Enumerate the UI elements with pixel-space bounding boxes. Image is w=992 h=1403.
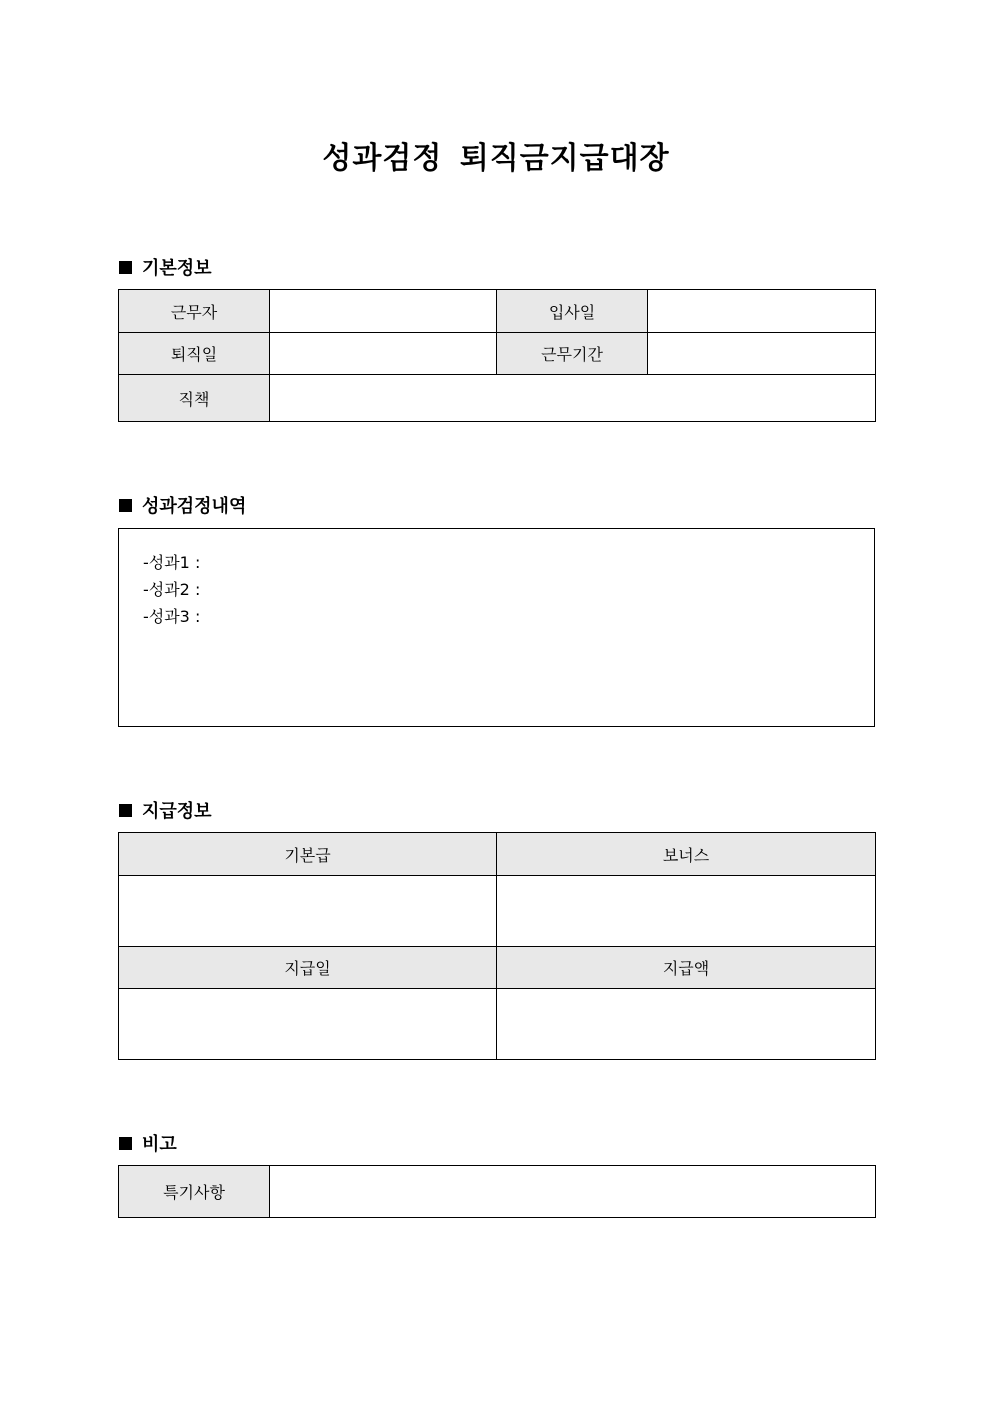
performance-box[interactable] <box>118 528 875 727</box>
special-notes-field[interactable] <box>270 1166 876 1218</box>
basic-info-heading: 기본정보 <box>142 258 212 279</box>
page-title: 성과검정 퇴직금지급대장 <box>322 141 670 176</box>
pay-amount-field[interactable] <box>497 989 876 1060</box>
position-label: 직책 <box>119 375 270 422</box>
section-heading-basic-info <box>119 254 212 280</box>
bonus-field[interactable] <box>497 876 876 947</box>
performance-line-3: -성과3 : <box>143 607 201 626</box>
retire-date-label: 퇴직일 <box>119 333 270 375</box>
square-bullet-icon <box>119 804 132 817</box>
bonus-header: 보너스 <box>497 833 876 876</box>
basic-info-table <box>118 289 876 422</box>
performance-line-2: -성과2 : <box>143 580 201 599</box>
special-notes-label: 특기사항 <box>119 1166 270 1218</box>
base-pay-header: 기본급 <box>119 833 497 876</box>
position-field[interactable] <box>270 375 876 422</box>
service-period-field[interactable] <box>648 333 876 375</box>
worker-label: 근무자 <box>119 290 270 333</box>
square-bullet-icon <box>119 499 132 512</box>
payment-table <box>118 832 876 1060</box>
worker-field[interactable] <box>270 290 497 333</box>
section-heading-payment <box>119 797 212 823</box>
base-pay-field[interactable] <box>119 876 497 947</box>
performance-heading: 성과검정내역 <box>142 496 247 517</box>
hire-date-label: 입사일 <box>497 290 648 333</box>
service-period-label: 근무기간 <box>497 333 648 375</box>
payment-heading: 지급정보 <box>142 801 212 822</box>
hire-date-field[interactable] <box>648 290 876 333</box>
remarks-heading: 비고 <box>142 1134 177 1155</box>
section-heading-remarks <box>119 1130 177 1156</box>
section-heading-performance <box>119 492 246 518</box>
pay-date-field[interactable] <box>119 989 497 1060</box>
square-bullet-icon <box>119 1137 132 1150</box>
pay-date-header: 지급일 <box>119 947 497 989</box>
performance-line-1: -성과1 : <box>143 553 201 572</box>
remarks-table <box>118 1165 876 1218</box>
retire-date-field[interactable] <box>270 333 497 375</box>
pay-amount-header: 지급액 <box>497 947 876 989</box>
square-bullet-icon <box>119 261 132 274</box>
